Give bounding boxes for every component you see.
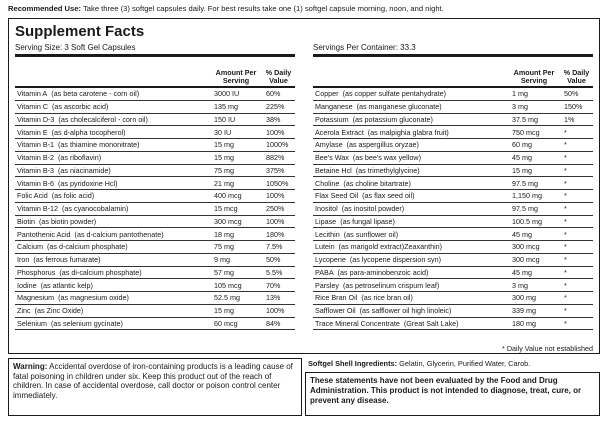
nutrient-source: (as d-calcium phosphate) — [46, 242, 128, 252]
nutrient-row — [15, 139, 295, 152]
nutrient-daily-value: 13% — [262, 292, 295, 305]
nutrient-source: (as inositol powder) — [341, 204, 405, 214]
nutrient-name: Amylase — [315, 140, 343, 150]
nutrient-daily-value: * — [560, 241, 593, 254]
nutrient-row — [313, 292, 593, 305]
nutrient-amount: 60 mcg — [210, 317, 262, 330]
nutrient-name: Flax Seed Oil — [315, 191, 359, 201]
nutrient-rows-left — [15, 87, 295, 330]
nutrient-amount: 339 mg — [508, 304, 560, 317]
nutrient-daily-value: 60% — [262, 87, 295, 100]
nutrient-source: (as magnesium oxide) — [58, 293, 129, 303]
nutrient-name-cell — [313, 87, 508, 100]
nutrient-row — [15, 113, 295, 126]
nutrient-name-cell — [15, 253, 210, 266]
nutrient-row — [313, 241, 593, 254]
nutrient-row — [313, 215, 593, 228]
nutrient-name-cell — [15, 266, 210, 279]
warning-label: Warning: — [13, 362, 48, 371]
nutrient-name: Vitamin B-3 — [17, 165, 55, 175]
nutrient-row — [15, 241, 295, 254]
nutrient-source: (as bee's wax yellow) — [352, 153, 421, 163]
nutrient-row — [15, 228, 295, 241]
nutrient-source: (as d-calcium pantothenate) — [74, 229, 164, 239]
nutrient-source: (as di-calcium phosphate) — [59, 267, 142, 277]
shell-label: Softgel Shell Ingredients: — [308, 359, 398, 368]
nutrient-name-cell — [313, 292, 508, 305]
header-spacer — [15, 59, 210, 87]
nutrient-name: Zinc — [17, 306, 31, 316]
nutrient-source: (as niacinamide) — [58, 165, 111, 175]
nutrient-amount: 18 mg — [210, 228, 262, 241]
nutrient-name: Manganese — [315, 102, 353, 112]
nutrient-row — [313, 177, 593, 190]
nutrient-name: Acerola Extract — [315, 127, 364, 137]
nutrient-source: (as malpighia glabra fruit) — [367, 127, 449, 137]
nutrient-name-cell — [15, 177, 210, 190]
nutrient-name-cell — [313, 190, 508, 203]
nutrient-name-cell — [313, 139, 508, 152]
nutrient-daily-value: 100% — [262, 126, 295, 139]
nutrient-row — [15, 151, 295, 164]
nutrient-amount: 97.5 mg — [508, 177, 560, 190]
nutrient-source: (as choline bitartrate) — [343, 178, 411, 188]
nutrient-name: Vitamin D-3 — [17, 114, 55, 124]
nutrient-name-cell — [15, 139, 210, 152]
nutrient-amount: 97.5 mg — [508, 202, 560, 215]
nutrient-rows-right — [313, 87, 593, 330]
divider-bar-right — [313, 54, 593, 57]
nutrient-name: Lutein — [315, 242, 335, 252]
nutrient-name-cell — [15, 126, 210, 139]
nutrient-column-left — [15, 59, 295, 330]
warning-box — [8, 358, 302, 416]
nutrient-name: Lecithin — [315, 229, 340, 239]
nutrient-daily-value: * — [560, 292, 593, 305]
nutrient-source: (as para-aminobenzoic acid) — [337, 267, 429, 277]
nutrient-name-cell — [15, 100, 210, 113]
nutrient-daily-value: 84% — [262, 317, 295, 330]
nutrient-amount: 180 mg — [508, 317, 560, 330]
header-amount: Amount Per Serving — [508, 59, 560, 87]
nutrient-name-cell — [15, 317, 210, 330]
header-daily-value: % Daily Value — [262, 59, 295, 87]
nutrient-row — [313, 126, 593, 139]
nutrient-name: Iron — [17, 255, 30, 265]
nutrient-name-cell — [313, 202, 508, 215]
nutrient-name: Vitamin B-6 — [17, 178, 55, 188]
nutrient-name-cell — [15, 292, 210, 305]
nutrient-name-cell — [313, 317, 508, 330]
nutrient-name-cell — [15, 279, 210, 292]
nutrient-name: Betaine Hcl — [315, 165, 352, 175]
nutrient-daily-value: 50% — [560, 87, 593, 100]
recommended-use — [8, 4, 444, 13]
nutrient-amount: 135 mg — [210, 100, 262, 113]
header-amount: Amount Per Serving — [210, 59, 262, 87]
nutrient-row — [313, 304, 593, 317]
nutrient-name-cell — [313, 100, 508, 113]
nutrient-source: (as biotin powder) — [38, 216, 97, 226]
nutrient-table-right — [313, 59, 593, 330]
nutrient-daily-value: 1% — [560, 113, 593, 126]
nutrient-amount: 1,150 mg — [508, 190, 560, 203]
nutrient-name: Lycopene — [315, 255, 346, 265]
nutrient-source: (as beta carotene - corn oil) — [51, 89, 140, 99]
nutrient-row — [15, 304, 295, 317]
nutrient-amount: 37.5 mg — [508, 113, 560, 126]
nutrient-source: (as cholecalciferol - corn oil) — [58, 114, 148, 124]
nutrient-daily-value: 100% — [262, 304, 295, 317]
nutrient-amount: 150 IU — [210, 113, 262, 126]
nutrient-daily-value: 225% — [262, 100, 295, 113]
nutrient-name-cell — [313, 279, 508, 292]
nutrient-name: Selenium — [17, 318, 47, 328]
nutrient-source: (as safflower oil high linoleic) — [359, 306, 452, 316]
nutrient-source: (as Zinc Oxide) — [34, 306, 84, 316]
nutrient-amount: 60 mg — [508, 139, 560, 152]
nutrient-source: (as ascorbic acid) — [52, 102, 109, 112]
nutrient-source: (as sunflower oil) — [343, 229, 399, 239]
nutrient-name: Inositol — [315, 204, 338, 214]
shell-text: Gelatin, Glycerin, Purified Water, Carob. — [399, 359, 531, 368]
nutrient-daily-value: * — [560, 279, 593, 292]
nutrient-daily-value: * — [560, 151, 593, 164]
nutrient-source: (as folic acid) — [51, 191, 95, 201]
nutrient-row — [15, 190, 295, 203]
nutrient-amount: 105 mcg — [210, 279, 262, 292]
nutrient-source: (as d-alpha tocopherol) — [51, 127, 126, 137]
nutrient-daily-value: 1050% — [262, 177, 295, 190]
recommended-use-text: Take three (3) softgel capsules daily. For best results take one (1) softgel capsule morning, noon, and night. — [83, 4, 444, 13]
servings-per-container: Servings Per Container: 33.3 — [313, 43, 416, 52]
nutrient-name-cell — [15, 164, 210, 177]
nutrient-daily-value: 50% — [262, 253, 295, 266]
nutrient-name: Vitamin B-12 — [17, 204, 59, 214]
nutrient-amount: 75 mg — [210, 164, 262, 177]
nutrient-name-cell — [313, 177, 508, 190]
nutrient-name: Parsley — [315, 280, 339, 290]
nutrient-row — [313, 253, 593, 266]
nutrient-daily-value: 882% — [262, 151, 295, 164]
nutrient-amount: 15 mg — [508, 164, 560, 177]
nutrient-amount: 21 mg — [210, 177, 262, 190]
nutrient-daily-value: 70% — [262, 279, 295, 292]
nutrient-daily-value: * — [560, 266, 593, 279]
serving-size: Serving Size: 3 Soft Gel Capsules — [15, 43, 136, 52]
recommended-use-label: Recommended Use: — [8, 4, 82, 13]
nutrient-source: (as riboflavin) — [58, 153, 102, 163]
nutrient-row — [15, 266, 295, 279]
nutrient-daily-value: * — [560, 215, 593, 228]
nutrient-source: (as fungal lipase) — [340, 216, 395, 226]
nutrient-row — [313, 202, 593, 215]
nutrient-amount: 9 mg — [210, 253, 262, 266]
nutrient-name: Calcium — [17, 242, 43, 252]
nutrient-row — [15, 215, 295, 228]
nutrient-row — [15, 317, 295, 330]
nutrient-name-cell — [15, 241, 210, 254]
nutrient-amount: 3000 IU — [210, 87, 262, 100]
nutrient-row — [15, 177, 295, 190]
nutrient-table-left — [15, 59, 295, 330]
nutrient-daily-value: * — [560, 304, 593, 317]
nutrient-daily-value: 1000% — [262, 139, 295, 152]
supplement-facts-panel — [8, 18, 600, 354]
nutrient-source: (as trimethylglycine) — [355, 165, 420, 175]
nutrient-amount: 3 mg — [508, 100, 560, 113]
nutrient-name-cell — [313, 151, 508, 164]
nutrient-daily-value: * — [560, 177, 593, 190]
nutrient-amount: 300 mg — [508, 292, 560, 305]
nutrient-row — [15, 202, 295, 215]
warning-text: Accidental overdose of iron-containing products is a leading cause of fatal poisoning in children under six. Keep this product out of the reach of children. In case of accidental overdose, call doctor or poison control center immediately. — [13, 362, 293, 400]
nutrient-daily-value: 100% — [262, 190, 295, 203]
nutrient-row — [313, 151, 593, 164]
nutrient-name: Phosphorus — [17, 267, 56, 277]
nutrient-row — [15, 253, 295, 266]
nutrient-name-cell — [15, 151, 210, 164]
nutrient-daily-value: 7.5% — [262, 241, 295, 254]
nutrient-row — [313, 139, 593, 152]
nutrient-daily-value: * — [560, 126, 593, 139]
nutrient-amount: 45 mg — [508, 151, 560, 164]
nutrient-row — [313, 190, 593, 203]
nutrient-amount: 100.5 mg — [508, 215, 560, 228]
nutrient-name: Magnesium — [17, 293, 55, 303]
nutrient-row — [313, 100, 593, 113]
nutrient-row — [15, 164, 295, 177]
nutrient-amount: 75 mg — [210, 241, 262, 254]
fda-disclaimer: These statements have not been evaluated by the Food and Drug Administration. This product is not intended to diagnose, treat, cure, or prevent any disease. — [305, 372, 600, 416]
nutrient-amount: 750 mcg — [508, 126, 560, 139]
nutrient-source: (as aspergillus oryzae) — [346, 140, 419, 150]
nutrient-daily-value: * — [560, 139, 593, 152]
nutrient-row — [313, 266, 593, 279]
nutrient-name-cell — [313, 253, 508, 266]
nutrient-source: (as manganese gluconate) — [356, 102, 442, 112]
nutrient-name-cell — [313, 241, 508, 254]
nutrient-amount: 3 mg — [508, 279, 560, 292]
nutrient-row — [313, 113, 593, 126]
daily-value-footnote: * Daily Value not established — [502, 344, 593, 353]
nutrient-amount: 57 mg — [210, 266, 262, 279]
nutrient-row — [15, 279, 295, 292]
nutrient-amount: 300 mcg — [210, 215, 262, 228]
nutrient-name: Lipase — [315, 216, 337, 226]
nutrient-name-cell — [313, 304, 508, 317]
nutrient-amount: 15 mg — [210, 139, 262, 152]
nutrient-column-right — [313, 59, 593, 330]
nutrient-row — [15, 126, 295, 139]
nutrient-name: Pantothenic Acid — [17, 229, 71, 239]
nutrient-name: Biotin — [17, 216, 35, 226]
nutrient-name: Vitamin C — [17, 102, 49, 112]
nutrient-amount: 15 mg — [210, 151, 262, 164]
nutrient-name: Vitamin A — [17, 89, 48, 99]
nutrient-row — [313, 279, 593, 292]
nutrient-daily-value: * — [560, 317, 593, 330]
nutrient-row — [313, 87, 593, 100]
nutrient-amount: 300 mcg — [508, 241, 560, 254]
nutrient-source: (as ferrous fumarate) — [33, 255, 101, 265]
nutrient-daily-value: * — [560, 190, 593, 203]
nutrient-name-cell — [15, 215, 210, 228]
nutrient-amount: 45 mg — [508, 266, 560, 279]
nutrient-source: (as atlantic kelp) — [40, 280, 93, 290]
nutrient-amount: 1 mg — [508, 87, 560, 100]
nutrient-name-cell — [15, 87, 210, 100]
nutrient-name-cell — [313, 215, 508, 228]
nutrient-daily-value: * — [560, 202, 593, 215]
nutrient-daily-value: * — [560, 253, 593, 266]
nutrient-daily-value: 100% — [262, 215, 295, 228]
nutrient-name: Choline — [315, 178, 340, 188]
nutrient-name: Potassium — [315, 114, 349, 124]
nutrient-source: (as selenium gycinate) — [50, 318, 123, 328]
nutrient-daily-value: * — [560, 164, 593, 177]
nutrient-amount: 15 mcg — [210, 202, 262, 215]
divider-bar-left — [15, 54, 295, 57]
nutrient-name-cell — [313, 113, 508, 126]
nutrient-amount: 15 mg — [210, 304, 262, 317]
nutrient-name: Copper — [315, 89, 339, 99]
nutrient-name: Rice Bran Oil — [315, 293, 358, 303]
nutrient-row — [313, 317, 593, 330]
nutrient-name-cell — [15, 304, 210, 317]
nutrient-name-cell — [313, 228, 508, 241]
nutrient-row — [15, 87, 295, 100]
nutrient-daily-value: 180% — [262, 228, 295, 241]
nutrient-name: Vitamin B-1 — [17, 140, 55, 150]
nutrient-row — [15, 292, 295, 305]
nutrient-name: Vitamin E — [17, 127, 48, 137]
nutrient-row — [313, 228, 593, 241]
nutrient-name: Iodine — [17, 280, 37, 290]
facts-title: Supplement Facts — [15, 23, 145, 40]
nutrient-name-cell — [15, 190, 210, 203]
nutrient-source: (as flax seed oil) — [362, 191, 415, 201]
nutrient-amount: 400 mcg — [210, 190, 262, 203]
nutrient-name-cell — [15, 113, 210, 126]
nutrient-name-cell — [313, 164, 508, 177]
nutrient-source: (as marigold extract)Zeaxanthin) — [338, 242, 443, 252]
nutrient-amount: 52.5 mg — [210, 292, 262, 305]
nutrient-row — [313, 164, 593, 177]
nutrient-daily-value: * — [560, 228, 593, 241]
nutrient-daily-value: 375% — [262, 164, 295, 177]
nutrient-source: (as lycopene dispersion syn) — [349, 255, 441, 265]
shell-ingredients — [308, 359, 530, 368]
nutrient-name: Vitamin B-2 — [17, 153, 55, 163]
nutrient-name-cell — [15, 202, 210, 215]
nutrient-source: (as petroselinum crispum leaf) — [342, 280, 440, 290]
nutrient-source: (as cyanocobalamin) — [62, 204, 129, 214]
nutrient-amount: 30 IU — [210, 126, 262, 139]
nutrient-source: (as pyridoxine Hcl) — [58, 178, 118, 188]
header-daily-value: % Daily Value — [560, 59, 593, 87]
nutrient-name: Trace Mineral Concentrate — [315, 318, 400, 328]
nutrient-source: (as copper sulfate pentahydrate) — [342, 89, 447, 99]
nutrient-name: Bee's Wax — [315, 153, 349, 163]
header-spacer — [313, 59, 508, 87]
nutrient-name-cell — [313, 126, 508, 139]
nutrient-name-cell — [15, 228, 210, 241]
nutrient-daily-value: 250% — [262, 202, 295, 215]
nutrient-source: (as rice bran oil) — [361, 293, 413, 303]
nutrient-daily-value: 150% — [560, 100, 593, 113]
nutrient-name: Folic Acid — [17, 191, 48, 201]
nutrient-name: Safflower Oil — [315, 306, 356, 316]
nutrient-source: (as potassium gluconate) — [352, 114, 433, 124]
nutrient-source: (Great Salt Lake) — [403, 318, 459, 328]
nutrient-amount: 45 mg — [508, 228, 560, 241]
nutrient-name-cell — [313, 266, 508, 279]
nutrient-source: (as thiamine mononitrate) — [58, 140, 140, 150]
nutrient-daily-value: 5.5% — [262, 266, 295, 279]
nutrient-amount: 300 mcg — [508, 253, 560, 266]
nutrient-row — [15, 100, 295, 113]
nutrient-name: PABA — [315, 267, 334, 277]
nutrient-daily-value: 38% — [262, 113, 295, 126]
